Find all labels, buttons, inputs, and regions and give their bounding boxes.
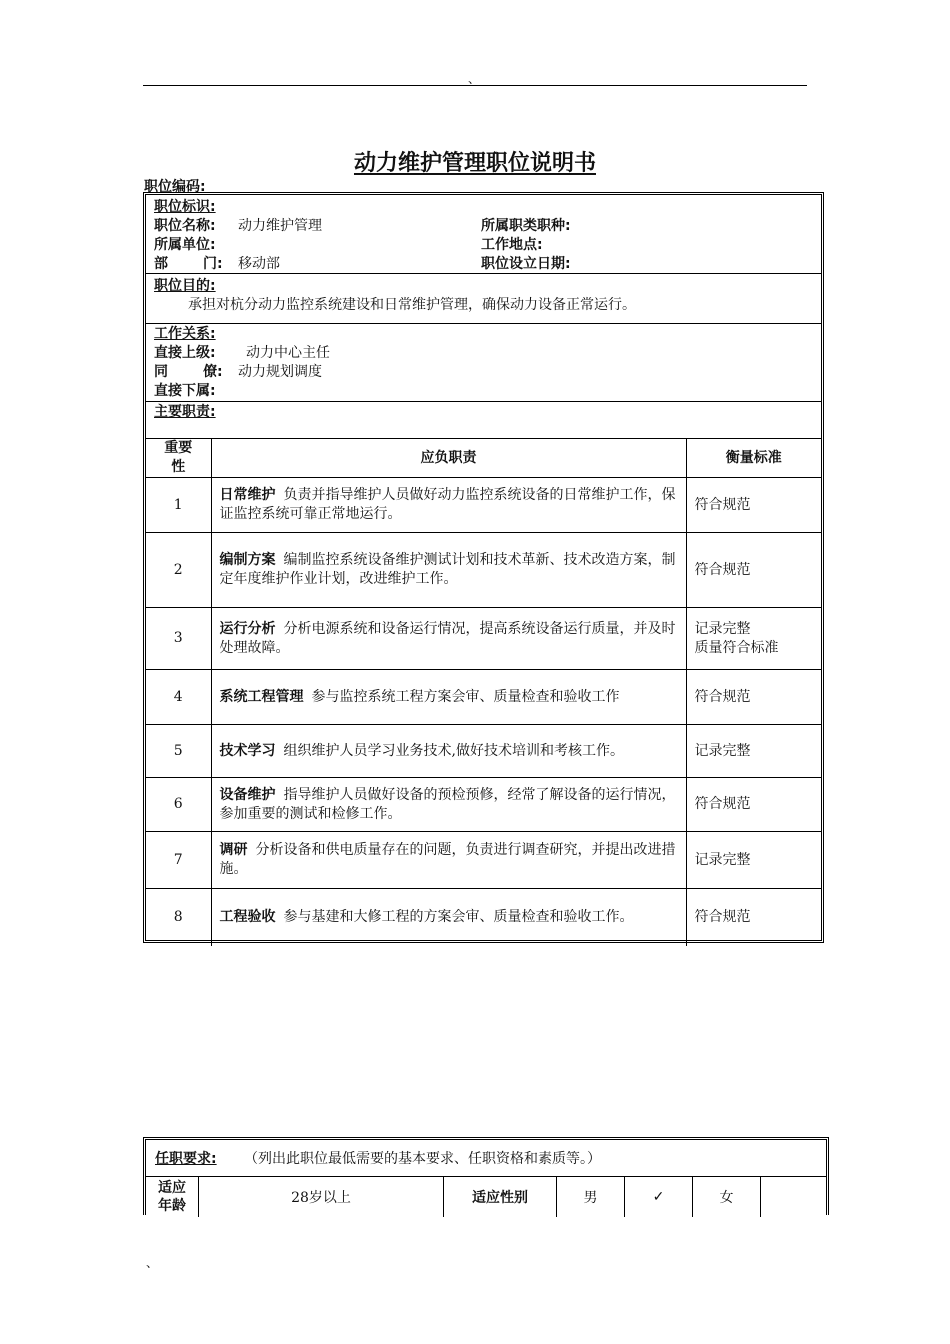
gender-female-label: 女: [693, 1177, 761, 1217]
requirements-header: [146, 1140, 826, 1177]
duty-description: [211, 478, 686, 533]
position-code-label: 职位编码:: [144, 179, 206, 195]
title-text: 动力维护管理职位说明书: [353, 151, 596, 176]
duty-number: 3: [146, 608, 211, 670]
duty-text: 分析设备和供电质量存在的问题，负责进行调查研究，并提出改进措施。: [219, 842, 676, 877]
purpose-text: 承担对杭分动力监控系统建设和日常维护管理，确保动力设备正常运行。: [188, 297, 636, 313]
peer-label-end: 僚:: [203, 364, 223, 380]
duty-title: 系统工程管理: [219, 688, 304, 705]
unit-label: 所属单位:: [154, 237, 216, 253]
duty-number: 8: [146, 889, 211, 946]
peer-label-start: 同: [154, 364, 168, 380]
relations-section: [146, 323, 821, 402]
peer-value: 动力规划调度: [238, 364, 322, 380]
duty-description: [211, 889, 686, 946]
duty-number: 1: [146, 478, 211, 533]
identity-section: [146, 195, 821, 274]
identity-section-label: 职位标识:: [154, 199, 216, 215]
duty-title: 工程验收: [219, 908, 276, 925]
position-name-label: 职位名称:: [154, 218, 216, 234]
duty-text: 参与基建和大修工程的方案会审、质量检查和验收工作。: [283, 908, 634, 925]
duty-description: [211, 725, 686, 778]
dept-value: 移动部: [238, 256, 280, 272]
footer-mark: 、: [146, 1256, 159, 1270]
header-mark: 、: [468, 72, 481, 86]
duty-standard: 符合规范: [686, 533, 821, 608]
dept-label-end: 门:: [203, 256, 223, 272]
duty-row: [146, 533, 821, 608]
duty-title: 设备维护: [219, 786, 276, 803]
duty-title: 调研: [219, 842, 248, 858]
gender-female-checkbox[interactable]: [761, 1177, 826, 1217]
age-label: 适应年龄: [146, 1177, 199, 1217]
duty-text: 编制监控系统设备维护测试计划和技术革新、技术改造方案，制定年度维护作业计划，改进维护工作。: [219, 552, 676, 587]
age-value: 28岁以上: [199, 1177, 444, 1217]
duty-description: [211, 608, 686, 670]
duty-row: [146, 608, 821, 670]
duty-description: [211, 670, 686, 725]
duties-header-row: [146, 439, 821, 478]
duty-title: 日常维护: [219, 487, 276, 503]
duty-row: [146, 670, 821, 725]
duty-number: 4: [146, 670, 211, 725]
duty-number: 6: [146, 778, 211, 832]
relations-label: 工作关系:: [154, 326, 216, 342]
duty-standard: 符合规范: [686, 889, 821, 946]
duty-row: [146, 778, 821, 832]
duty-title: 运行分析: [219, 620, 276, 637]
gender-male-checkbox[interactable]: ✓: [625, 1177, 693, 1217]
page-title: [0, 146, 950, 177]
duty-row: [146, 832, 821, 889]
setup-date-label: 职位设立日期:: [481, 256, 571, 272]
superior-value: 动力中心主任: [246, 345, 330, 361]
duty-title: 技术学习: [219, 742, 276, 759]
duties-table: [146, 438, 821, 946]
duty-text: 分析电源系统和设备运行情况，提高系统设备运行质量，并及时处理故障。: [219, 620, 676, 656]
duties-section: [146, 401, 821, 438]
requirements-box: [143, 1137, 829, 1215]
duty-number: 7: [146, 832, 211, 889]
duty-standard: 记录完整 质量符合标准: [686, 608, 821, 670]
dept-label-start: 部: [154, 256, 168, 272]
requirements-label: 任职要求:: [155, 1151, 217, 1167]
location-label: 工作地点:: [481, 237, 543, 253]
purpose-section: [146, 273, 821, 324]
duty-standard: 符合规范: [686, 778, 821, 832]
duty-number: 2: [146, 533, 211, 608]
duty-description: [211, 533, 686, 608]
superior-label: 直接上级:: [154, 345, 216, 361]
category-label: 所属职类职种:: [481, 218, 571, 234]
duty-text: 组织维护人员学习业务技术,做好技术培训和考核工作。: [283, 742, 624, 759]
gender-label: 适应性别: [444, 1177, 557, 1217]
job-description-frame: [143, 192, 824, 943]
duty-text: 负责并指导维护人员做好动力监控系统设备的日常维护工作，保证监控系统可靠正常地运行。: [219, 487, 676, 522]
purpose-label: 职位目的:: [154, 278, 216, 294]
duty-description: [211, 778, 686, 832]
header-rule: [143, 85, 807, 86]
duty-description: [211, 832, 686, 889]
duty-row: [146, 889, 821, 946]
subordinate-label: 直接下属:: [154, 383, 216, 399]
header-standard: 衡量标准: [686, 439, 821, 478]
header-responsibility: 应负职责: [211, 439, 686, 478]
duty-number: 5: [146, 725, 211, 778]
duties-label: 主要职责:: [154, 404, 216, 420]
duty-standard: 记录完整: [686, 725, 821, 778]
duty-text: 参与监控系统工程方案会审、质量检查和验收工作: [311, 688, 620, 705]
duty-title: 编制方案: [219, 552, 276, 568]
duty-standard: 记录完整: [686, 832, 821, 889]
position-name-value: 动力维护管理: [238, 218, 322, 234]
header-importance: 重要性: [146, 439, 211, 478]
duty-standard: 符合规范: [686, 670, 821, 725]
duty-row: [146, 478, 821, 533]
duty-text: 指导维护人员做好设备的预检预修，经常了解设备的运行情况，参加重要的测试和检修工作。: [219, 786, 676, 822]
duty-row: [146, 725, 821, 778]
requirements-note: （列出此职位最低需要的基本要求、任职资格和素质等。）: [244, 1151, 601, 1167]
duty-standard: 符合规范: [686, 478, 821, 533]
gender-male-label: 男: [557, 1177, 625, 1217]
